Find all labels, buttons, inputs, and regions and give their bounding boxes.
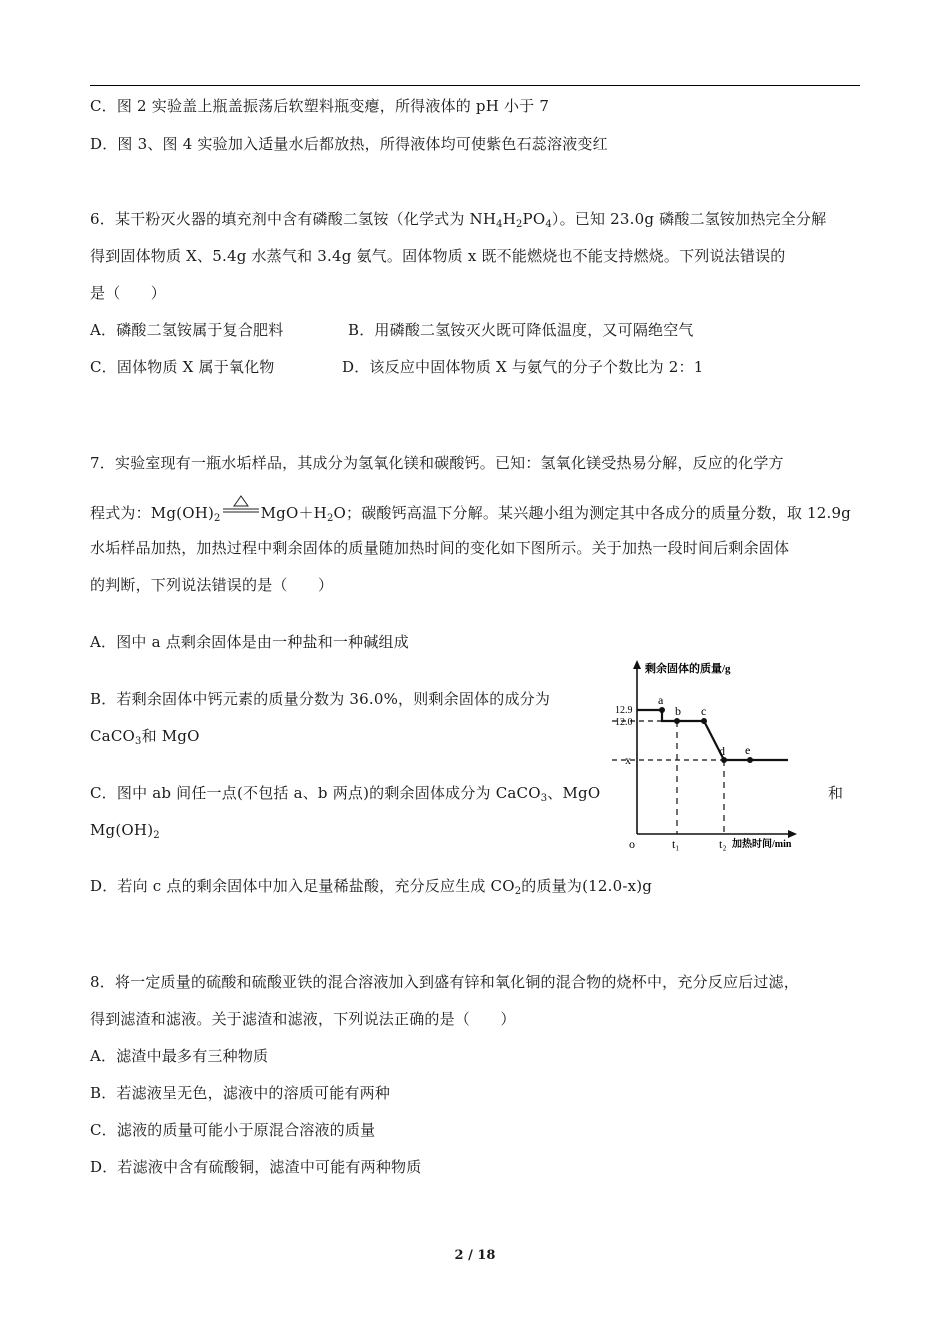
q7-option-c-line2: $Mg(OH)_2$ — [90, 821, 160, 841]
q7-option-d: D．若向 c 点的剩余固体中加入足量稀盐酸，充分反应生成 $CO_2$的质量为(12.0-x)g — [90, 877, 653, 897]
header-rule — [90, 85, 860, 86]
y-axis-arrow-icon — [633, 660, 641, 669]
q8-stem-line1: 8．将一定质量的硫酸和硫酸亚铁的混合溶液加入到盛有锌和氧化铜的混合物的烧杯中，充分反应后过滤， — [90, 973, 799, 991]
q6-stem-line3: 是（ ） — [90, 284, 167, 302]
option-d-q5: D．图 3、图 4 实验加入适量水后都放热，所得液体均可使紫色石蕊溶液变红 — [90, 135, 608, 153]
heat-arrow-icon — [221, 500, 261, 520]
tick-t1: t₁ — [672, 837, 680, 851]
label-a: a — [658, 693, 664, 707]
q8-stem-line2: 得到滤渣和滤液。关于滤渣和滤液，下列说法正确的是（ ） — [90, 1010, 516, 1028]
q7-option-b-line1: B．若剩余固体中钙元素的质量分数为 36.0%，则剩余固体的成分为 — [90, 690, 551, 708]
q8-option-d: D．若滤液中含有硫酸铜，滤渣中可能有两种物质 — [90, 1158, 422, 1176]
label-c: c — [701, 704, 707, 718]
q7-stem-line4: 的判断，下列说法错误的是（ ） — [90, 576, 334, 594]
mass-curve — [637, 710, 788, 760]
q6-option-a: A．磷酸二氢铵属于复合肥料 — [90, 321, 284, 339]
q7-stem-line1: 7．实验室现有一瓶水垢样品，其成分为氢氧化镁和碳酸钙。已知：氢氧化镁受热易分解，反应的化学方 — [90, 454, 784, 472]
point-c — [701, 718, 707, 724]
q7-option-c-and: 和 — [828, 784, 844, 802]
tick-12-0: 12.0 — [615, 717, 633, 728]
tick-12-9: 12.9 — [615, 705, 633, 716]
label-e: e — [745, 743, 751, 757]
q7-option-c-line1: C．图中 ab 间任一点(不包括 a、b 两点)的剩余固体成分为 CaCO$_3$、MgO — [90, 784, 601, 804]
origin-label: o — [629, 837, 635, 851]
q6-stem-line2: 得到固体物质 X、5.4g 水蒸气和 3.4g 氨气。固体物质 x 既不能燃烧也不能支持燃烧。下列说法错误的 — [90, 247, 786, 265]
point-b — [674, 718, 680, 724]
q8-option-a: A．滤渣中最多有三种物质 — [90, 1047, 269, 1065]
mass-time-graph — [612, 658, 832, 854]
x-axis-label: 加热时间/min — [732, 839, 792, 850]
q7-option-a: A．图中 a 点剩余固体是由一种盐和一种碱组成 — [90, 633, 409, 651]
label-b: b — [675, 704, 681, 718]
x-axis-arrow-icon — [788, 830, 797, 838]
label-d: d — [719, 744, 725, 758]
q6-stem-line1: 6．某干粉灭火器的填充剂中含有磷酸二氢铵（化学式为 $NH_4H_2PO_4$）。已知 23.0g 磷酸二氢铵加热完全分解 — [90, 210, 827, 230]
y-axis-label: 剩余固体的质量/g — [645, 663, 731, 675]
q6-option-d: D．该反应中固体物质 X 与氨气的分子个数比为 2：1 — [342, 358, 704, 376]
q6-option-c: C．固体物质 X 属于氧化物 — [90, 358, 275, 376]
page-number: 2 / 18 — [454, 1248, 496, 1263]
q7-stem-line2: 程式为：$Mg(OH)_2$ $MgO+H_2O$；碳酸钙高温下分解。某兴趣小组为测定其中各成分的质量分数，取 12.9g — [90, 500, 851, 529]
q8-option-c: C．滤液的质量可能小于原混合溶液的质量 — [90, 1121, 376, 1139]
point-a — [659, 707, 665, 713]
point-e — [747, 757, 753, 763]
q6-option-b: B．用磷酸二氢铵灭火既可降低温度，又可隔绝空气 — [348, 321, 694, 339]
q7-stem-line3: 水垢样品加热，加热过程中剩余固体的质量随加热时间的变化如下图所示。关于加热一段时间后剩余固体 — [90, 539, 790, 557]
option-c-q5: C．图 2 实验盖上瓶盖振荡后软塑料瓶变瘪，所得液体的 pH 小于 7 — [90, 97, 550, 115]
tick-x: x — [625, 753, 631, 767]
q7-option-b-line2: CaCO$_3$和 MgO — [90, 727, 200, 747]
q8-option-b: B．若滤液呈无色，滤液中的溶质可能有两种 — [90, 1084, 391, 1102]
tick-t2: t₂ — [719, 837, 727, 851]
